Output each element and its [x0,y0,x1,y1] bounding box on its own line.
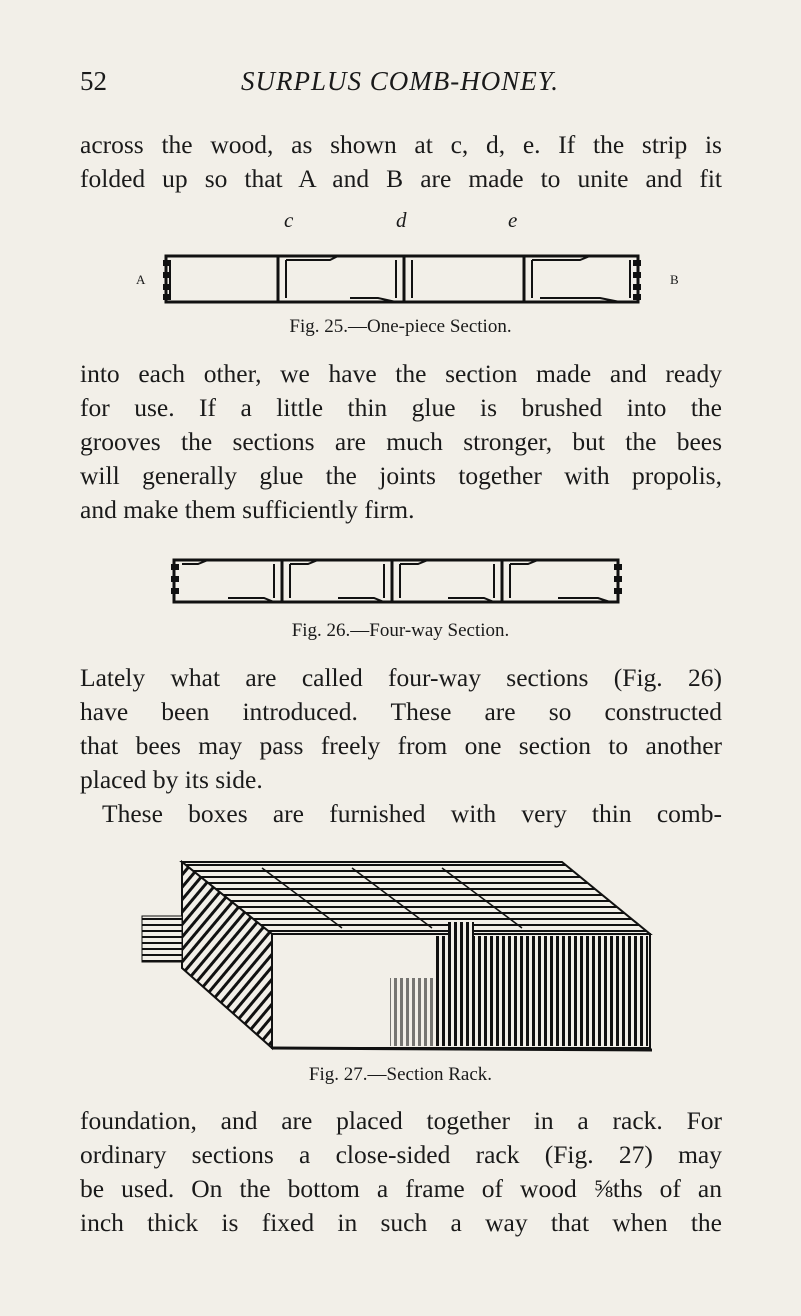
fig25-letter-e: e [508,208,518,232]
text-line: and make them sufficiently firm. [80,495,415,524]
running-title: SURPLUS COMB-HONEY. [240,66,560,96]
paragraph-5 [80,1104,722,1240]
text-line: will generally glue the joints together with propolis, [80,461,722,490]
fig25-one-piece-section [160,250,650,310]
text-line: ordinary sections a close-sided rack (Fig. 27) may [80,1140,722,1169]
text-line: folded up so that A and B are made to unite and fit [80,164,722,193]
fig26-four-way-section [168,556,628,606]
fig27-caption: Fig. 27.—Section Rack. [308,1064,493,1085]
page-number: 52 [80,66,107,96]
fig25-letter-c: c [284,208,294,232]
running-head [80,66,720,102]
text-line: Lately what are called four-way sections (Fig. 26) [80,663,722,692]
text-line: These boxes are furnished with very thin comb- [102,799,722,828]
fig25-letters [0,208,801,236]
paragraph-2 [80,357,722,527]
fig26-caption: Fig. 26.—Four-way Section. [291,620,510,641]
fig25-letter-d: d [396,208,407,232]
fig25-caption: Fig. 25.—One-piece Section. [289,316,512,337]
text-line: for use. If a little thin glue is brushed into the [80,393,722,422]
text-line: placed by its side. [80,765,263,794]
fig27-section-rack [142,858,662,1058]
fig25-label-b: B [670,272,679,287]
text-line: into each other, we have the section made and ready [80,359,722,388]
paragraph-3 [80,661,722,797]
text-line: have been introduced. These are so constructed [80,697,722,726]
text-line: be used. On the bottom a frame of wood ⅝ths of an [80,1174,722,1203]
fig25-label-a: A [136,272,146,287]
text-line: inch thick is fixed in such a way that when the [80,1208,722,1237]
text-line: foundation, and are placed together in a rack. For [80,1106,722,1135]
paragraph-4 [80,797,722,831]
paragraph-1 [80,128,722,196]
text-line: grooves the sections are much stronger, but the bees [80,427,722,456]
text-line: that bees may pass freely from one section to another [80,731,722,760]
text-line: across the wood, as shown at c, d, e. If the strip is [80,130,722,159]
